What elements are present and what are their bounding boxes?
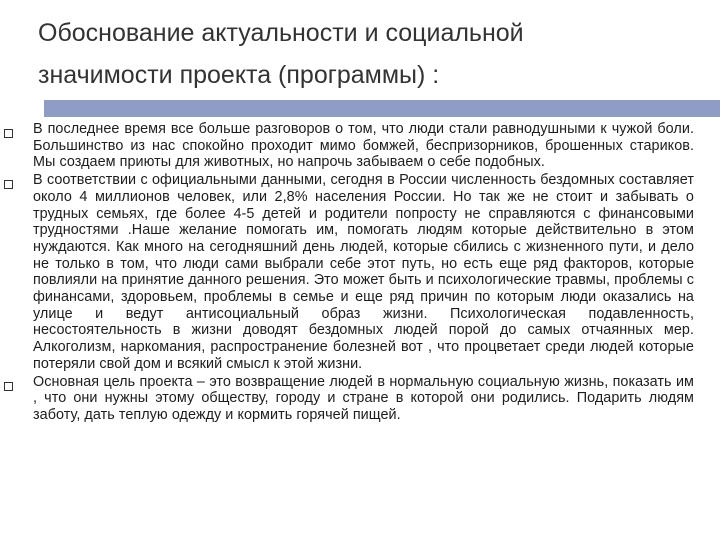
bullet-item-2: [0, 172, 720, 372]
bullet-text-3: Основная цель проекта – это возвращение людей в нормальную социальную жизнь, показать им , что они нужны этому обществу, городу и стране в которой они родились. Подарить людям заботу, дать теплую одежду и кормить горячей пищей.: [33, 373, 694, 423]
square-bullet-icon: [4, 382, 13, 391]
square-bullet-icon: [4, 180, 13, 189]
bullet-text-1: В последнее время все больше разговоров о том, что люди стали равнодушными к чужой боли. Большинство из нас спокойно проходит мимо бомжей, беспризорников, брошенных стариков. Мы создаем приюты для животных, но напрочь забываем о себе подобных.: [33, 121, 694, 171]
title-accent-bar: [44, 100, 720, 117]
bullet-item-1: [0, 121, 720, 171]
square-bullet-icon: [4, 129, 13, 138]
bullet-item-3: [0, 374, 720, 424]
bullet-list: [0, 121, 720, 425]
title-line-2: значимости проекта (программы) :: [38, 61, 440, 89]
slide-title: [38, 12, 638, 96]
bullet-text-2: В соответствии с официальными данными, сегодня в России численность бездомных составляет около 4 миллионов человек, или 2,8% населения России. Но так же не стоит и забывать о трудных семьях, где более 4-5 детей и родители попросту не справляются с финансовыми трудностями .Наше желание помогать им, помогать людям которые действительно в этом нуждаются. Как много на сегодняшний день людей, которые сбились с жизненного пути, и дело не только в том, что люди сами выбрали себе этот путь, но есть еще ряд факторов, которые повлияли на принятие данного решения. Это может быть и психологические травмы, проблемы с финансами, здоровьем, проблемы в семье и еще ряд причин по которым люди оказались на улице и ведут антисоциальный образ жизни. Психологическая подавленность, несостоятельность в жизни доводят бездомных людей порой до самых отчаянных мер. Алкоголизм, наркомания, распространение болезней вот , что процветает среди людей которые потеряли свой дом и всякий смысл к этой жизни.: [33, 172, 694, 372]
title-line-1: Обоснование актуальности и социальной: [38, 19, 524, 47]
